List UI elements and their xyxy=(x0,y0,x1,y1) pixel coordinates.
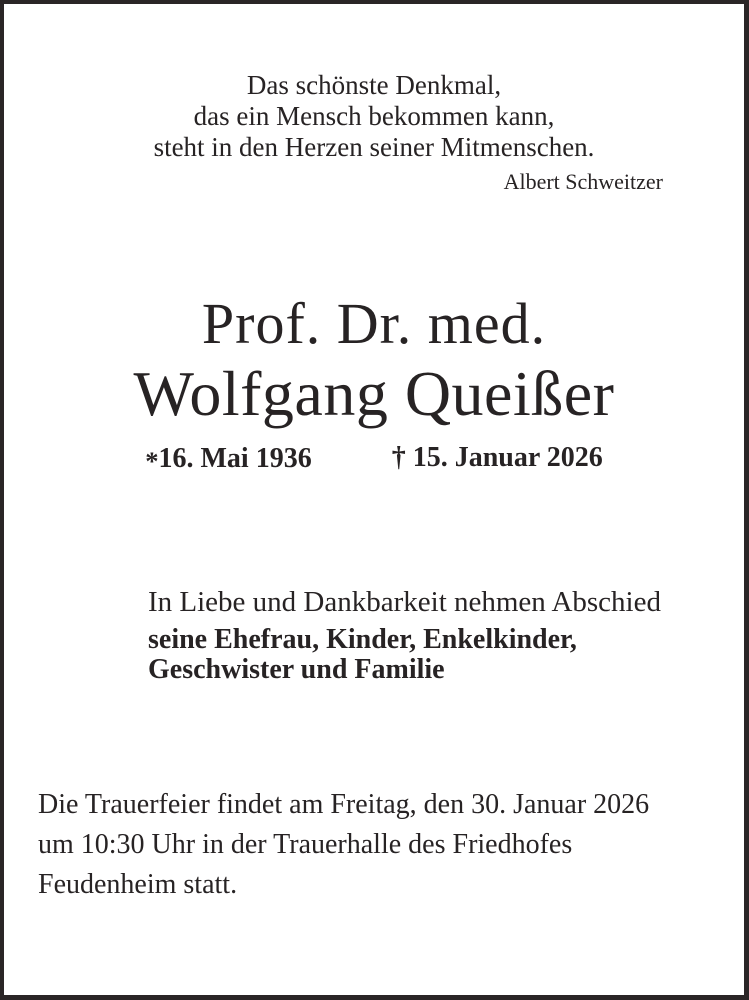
birth-date xyxy=(145,441,312,476)
life-dates xyxy=(4,441,744,476)
funeral-line-1: Die Trauerfeier findet am Freitag, den 30. Januar 2026 xyxy=(38,789,650,820)
funeral-info xyxy=(38,785,734,905)
quote-line-3: steht in den Herzen seiner Mitmenschen. xyxy=(153,132,595,162)
funeral-line-3: Feudenheim statt. xyxy=(38,869,238,900)
quote-line-1: Das schönste Denkmal, xyxy=(246,70,502,100)
quote-line-2: das ein Mensch bekommen kann, xyxy=(193,101,555,131)
quote-attribution: Albert Schweitzer xyxy=(503,169,663,194)
birth-star-symbol: * xyxy=(145,445,159,476)
funeral-line-2: um 10:30 Uhr in der Trauerhalle des Friedhofes xyxy=(38,829,573,860)
deceased-name: Wolfgang Queißer xyxy=(133,358,615,429)
death-date xyxy=(392,441,603,476)
family-line-1: seine Ehefrau, Kinder, Enkelkinder, xyxy=(148,624,577,655)
deceased-academic-title: Prof. Dr. med. xyxy=(201,291,547,356)
mourners-section xyxy=(148,586,724,685)
death-date-text: 15. Januar 2026 xyxy=(412,442,603,473)
death-cross-symbol: † xyxy=(391,442,406,473)
family-line-2: Geschwister und Familie xyxy=(148,654,445,685)
farewell-intro: In Liebe und Dankbarkeit nehmen Abschied xyxy=(148,586,661,618)
birth-date-text: 16. Mai 1936 xyxy=(158,443,312,474)
memorial-quote xyxy=(4,70,744,195)
